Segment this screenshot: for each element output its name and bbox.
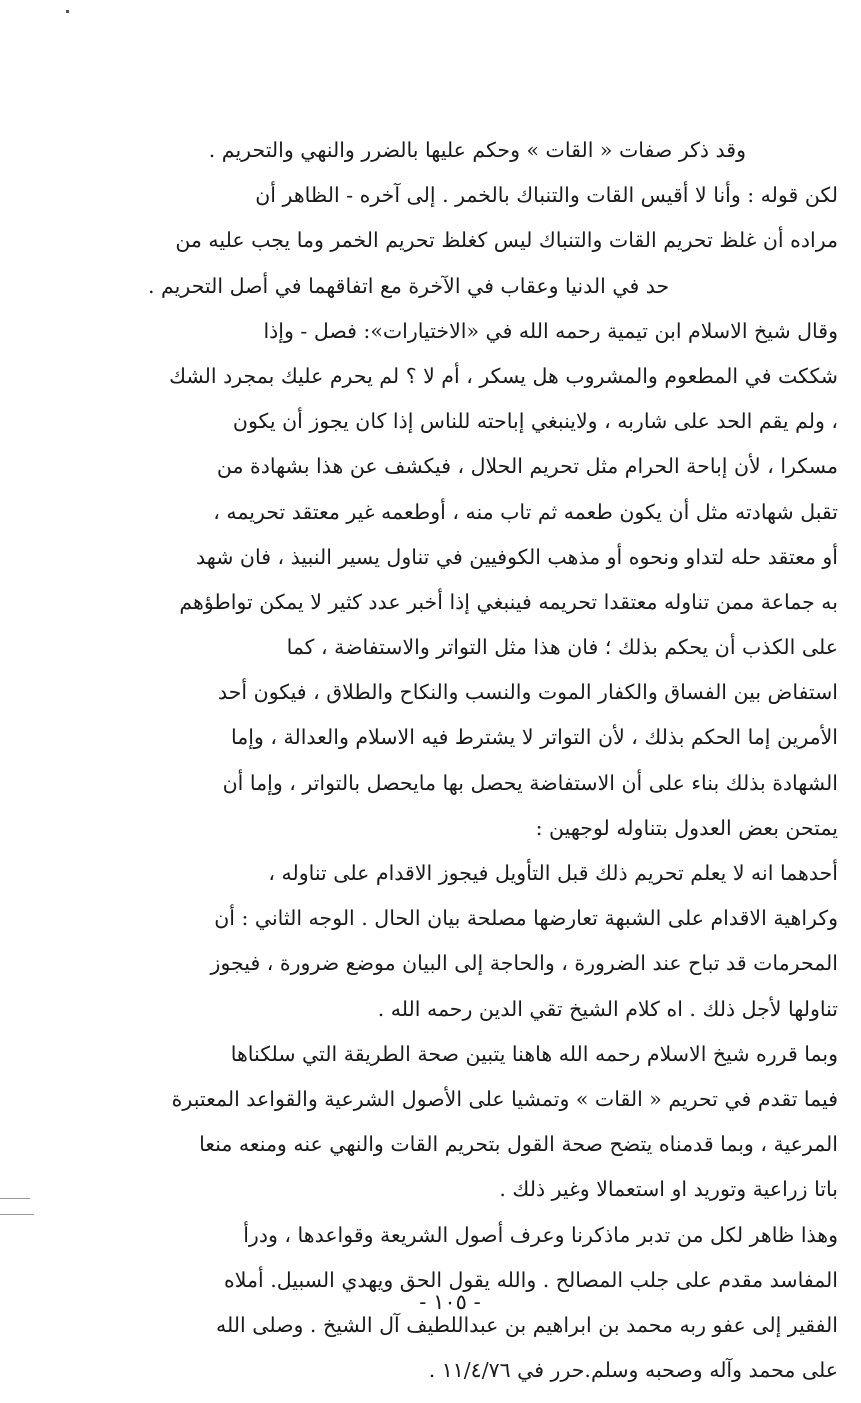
text-line: وقد ذكر صفات « القات » وحكم عليها بالضرر والنهي والتحريم .: [208, 138, 746, 162]
page-number: - ١٠٥ -: [419, 1290, 481, 1314]
text-line: وكراهية الاقدام على الشبهة تعارضها مصلحة بيان الحال . الوجه الثاني : أن: [214, 906, 838, 931]
text-line: على محمد وآله وصحبه وسلم.حرر في ١١/٤/٧٦ .: [428, 1358, 838, 1383]
text-line: مسكرا ، لأن إباحة الحرام مثل تحريم الحلال ، فيكشف عن هذا بشهادة من: [216, 454, 838, 479]
scan-speck: [66, 10, 69, 13]
text-line: تناولها لأجل ذلك . اه كلام الشيخ تقي الدين رحمه الله .: [377, 996, 838, 1021]
text-line: فيما تقدم في تحريم « القات » وتمشيا على الأصول الشرعية والقواعد المعتبرة: [171, 1086, 838, 1111]
text-line: المفاسد مقدم على جلب المصالح . والله يقول الحق ويهدي السبيل. أملاه: [224, 1267, 838, 1292]
text-line: يمتحن بعض العدول بتناوله لوجهين :: [535, 815, 838, 840]
text-line: استفاض بين الفساق والكفار الموت والنسب والنكاح والطلاق ، فيكون أحد: [218, 680, 838, 705]
text-line: الفقير إلى عفو ربه محمد بن ابراهيم بن عبداللطيف آل الشيخ . وصلى الله: [216, 1312, 838, 1337]
scan-edge-mark: [0, 1198, 30, 1199]
text-line: به جماعة ممن تناوله معتقدا تحريمه فينبغي إذا أخبر عدد كثير لا يمكن تواطؤهم: [179, 589, 838, 614]
text-line: وبما قرره شيخ الاسلام رحمه الله هاهنا يتبين صحة الطريقة التي سلكناها: [230, 1041, 838, 1066]
text-line: الشهادة بذلك بناء على أن الاستفاضة يحصل بها مايحصل بالتواتر ، وإما أن: [222, 770, 838, 795]
scan-edge-mark: [0, 1214, 34, 1215]
text-line: وهذا ظاهر لكل من تدبر ماذكرنا وعرف أصول الشريعة وقواعدها ، ودرأ: [243, 1222, 838, 1247]
text-line: شككت في المطعوم والمشروب هل يسكر ، أم لا ؟ لم يحرم عليك بمجرد الشك: [169, 363, 838, 388]
text-line: مراده أن غلظ تحريم القات والتنباك ليس كغلظ تحريم الخمر وما يجب عليه من: [175, 228, 838, 253]
text-line: وقال شيخ الاسلام ابن تيمية رحمه الله في «الاختيارات»: فصل - وإذا: [263, 318, 838, 343]
text-line: الأمرين إما الحكم بذلك ، لأن التواتر لا يشترط فيه الاسلام والعدالة ، وإما: [230, 725, 838, 750]
text-line: المحرمات قد تباح عند الضرورة ، والحاجة إلى البيان موضع ضرورة ، فيجوز: [210, 951, 838, 976]
text-line: باتا زراعية وتوريد او استعمالا وغير ذلك .: [499, 1177, 838, 1202]
text-line: تقبل شهادته مثل أن يكون طعمه ثم تاب منه ، أوطعمه غير معتقد تحريمه ،: [213, 499, 838, 524]
text-line: على الكذب أن يحكم بذلك ؛ فان هذا مثل التواتر والاستفاضة ، كما: [286, 635, 838, 660]
text-line: حد في الدنيا وعقاب في الآخرة مع اتفاقهما في أصل التحريم .: [148, 273, 670, 298]
text-line: لكن قوله : وأنا لا أقيس القات والتنباك بالخمر . إلى آخره - الظاهر أن: [255, 183, 838, 208]
body-text: [148, 128, 838, 1393]
text-line: أحدهما انه لا يعلم تحريم ذلك قبل التأويل فيجوز الاقدام على تناوله ،: [268, 861, 838, 885]
text-line: ، ولم يقم الحد على شاربه ، ولاينبغي إباحته للناس إذا كان يجوز أن يكون: [232, 409, 838, 434]
text-line: أو معتقد حله لتداو ونحوه أو مذهب الكوفيين في تناول يسير النبيذ ، فان شهد: [196, 544, 838, 569]
text-line: المرعية ، وبما قدمناه يتضح صحة القول بتحريم القات والنهي عنه ومنعه منعا: [199, 1132, 838, 1157]
